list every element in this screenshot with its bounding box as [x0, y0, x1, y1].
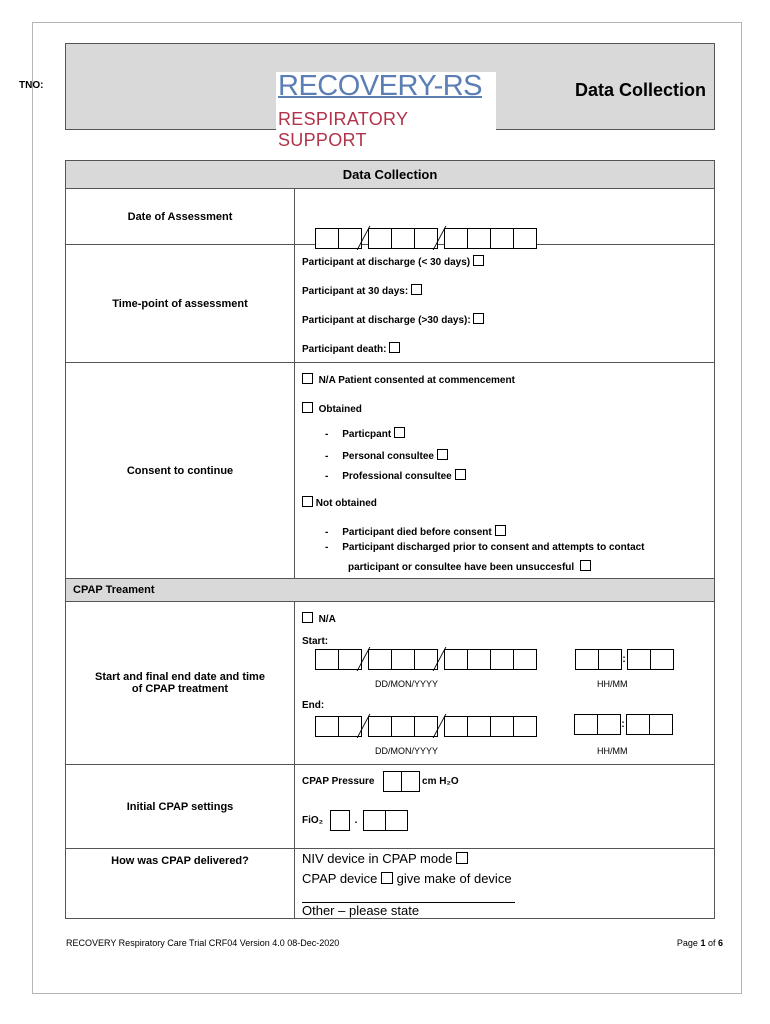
- consent-na-option: N/A Patient consented at commencement: [302, 373, 515, 386]
- other-device-label: Other – please state: [302, 903, 420, 918]
- cpap-pressure-row: CPAP Pressure cm H₂O: [302, 771, 459, 792]
- start-date-caption: DD/MON/YYYY: [375, 679, 439, 689]
- cpap-device-checkbox[interactable]: [381, 872, 393, 884]
- consent-obtained-checkbox[interactable]: [302, 402, 313, 413]
- consent-obtained-option: Obtained: [302, 402, 362, 415]
- end-time-caption: HH/MM: [597, 746, 628, 756]
- consent-na-checkbox[interactable]: [302, 373, 313, 384]
- consent-sub-option: - Professional consultee: [325, 469, 466, 482]
- niv-device-checkbox[interactable]: [456, 852, 468, 864]
- died-before-consent-checkbox[interactable]: [495, 525, 506, 536]
- consent-options: [295, 363, 715, 579]
- cpap-end-label: End:: [302, 700, 325, 711]
- consent-sub-option-cont: participant or consultee have been unsuccesful: [348, 560, 591, 573]
- date-of-assessment-label: Date of Assessment: [66, 189, 295, 245]
- discharged-prior-checkbox[interactable]: [580, 560, 591, 571]
- cpap-start-date-boxes[interactable]: [315, 647, 536, 671]
- consent-sub-option: - Participant discharged prior to consent and attempts to contact: [325, 542, 645, 553]
- consent-label: Consent to continue: [66, 363, 295, 579]
- end-date-caption: DD/MON/YYYY: [375, 746, 439, 756]
- cpap-end-date-boxes[interactable]: [315, 714, 536, 738]
- footer-page-number: Page 1 of 6: [676, 938, 723, 948]
- timepoint-checkbox[interactable]: [389, 342, 400, 353]
- page-header: [65, 43, 715, 150]
- timepoint-label: Time-point of assessment: [66, 245, 295, 363]
- logo-subtitle: RESPIRATORY SUPPORT: [278, 109, 409, 150]
- timepoint-checkbox[interactable]: [411, 284, 422, 295]
- cpap-na-option: N/A: [302, 612, 336, 625]
- timepoint-option: Participant at discharge (>30 days):: [302, 313, 484, 326]
- participant-checkbox[interactable]: [394, 427, 405, 438]
- cpap-settings-field: [295, 765, 715, 849]
- timepoint-option: Participant death:: [302, 342, 400, 355]
- cpap-delivery-label: How was CPAP delivered?: [66, 849, 295, 919]
- timepoint-checkbox[interactable]: [473, 255, 484, 266]
- cpap-end-time-boxes[interactable]: :: [574, 714, 672, 735]
- footer-version: RECOVERY Respiratory Care Trial CRF04 Version 4.0 08-Dec-2020: [66, 938, 340, 948]
- consent-sub-option: - Particpant: [325, 427, 405, 440]
- cpap-device-option: CPAP device give make of device: [302, 871, 512, 886]
- table-title: Data Collection: [66, 161, 715, 189]
- cpap-start-time-boxes[interactable]: :: [575, 649, 673, 670]
- cpap-dates-field: [295, 602, 715, 765]
- timepoint-option: Participant at 30 days:: [302, 284, 422, 297]
- cpap-settings-label: Initial CPAP settings: [66, 765, 295, 849]
- cpap-na-checkbox[interactable]: [302, 612, 313, 623]
- start-time-caption: HH/MM: [597, 679, 628, 689]
- consent-not-obtained-option: Not obtained: [302, 496, 377, 509]
- cpap-dates-label-line1: Start and final end date and time: [95, 671, 265, 683]
- cpap-pressure-boxes[interactable]: [383, 771, 419, 792]
- cpap-dates-label: [66, 602, 295, 765]
- data-collection-table: [65, 160, 715, 919]
- cpap-start-label: Start:: [302, 636, 329, 647]
- fio2-whole-box[interactable]: [330, 810, 349, 831]
- timepoint-options: [295, 245, 715, 363]
- date-of-assessment-field: [295, 189, 715, 245]
- cpap-dates-label-line2: of CPAP treatment: [131, 683, 229, 695]
- timepoint-option: Participant at discharge (< 30 days): [302, 255, 484, 268]
- professional-consultee-checkbox[interactable]: [455, 469, 466, 480]
- consent-sub-option: - Participant died before consent: [325, 525, 506, 538]
- cpap-delivery-field: [295, 849, 715, 919]
- fio2-row: FiO₂ .: [302, 810, 407, 831]
- personal-consultee-checkbox[interactable]: [437, 449, 448, 460]
- timepoint-checkbox[interactable]: [473, 313, 484, 324]
- recovery-rs-logo: [276, 70, 496, 150]
- consent-sub-option: - Personal consultee: [325, 449, 448, 462]
- logo-title: RECOVERY-RS: [278, 70, 483, 102]
- fio2-decimal-boxes[interactable]: [363, 810, 407, 831]
- consent-not-obtained-checkbox[interactable]: [302, 496, 313, 507]
- niv-device-option: NIV device in CPAP mode: [302, 851, 468, 866]
- cpap-section-heading: CPAP Treament: [66, 579, 715, 602]
- tno-label: TNO:: [19, 80, 44, 91]
- header-title: Data Collection: [574, 80, 706, 100]
